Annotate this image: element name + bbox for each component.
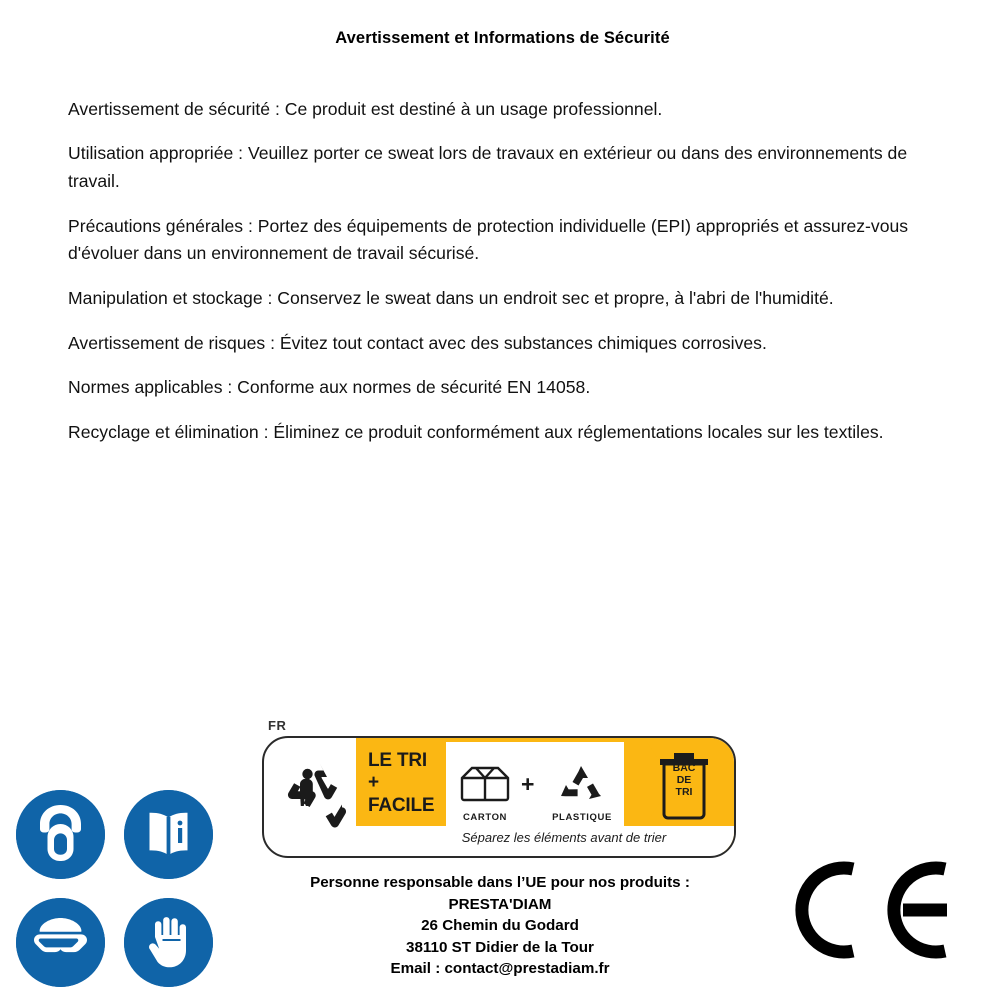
paragraph-general-precautions: Précautions générales : Portez des équipements de protection individuelle (EPI) appropriés et assurez-vous d'évoluer dans un environnement de travail sécurisé. xyxy=(68,215,909,263)
paragraph-safety-warning: Avertissement de sécurité : Ce produit est destiné à un usage professionnel. xyxy=(68,98,663,119)
triman-slogan-line2: + FACILE xyxy=(368,772,435,816)
triman-symbol-icon xyxy=(280,754,352,834)
triman-lang-label: FR xyxy=(268,718,287,733)
page-title: Avertissement et Informations de Sécurité xyxy=(335,29,670,47)
paragraph-applicable-standards: Normes applicables : Conforme aux normes de sécurité EN 14058. xyxy=(68,377,591,398)
bin-label-line2: DE xyxy=(676,773,692,786)
triman-box xyxy=(262,736,736,858)
carton-box-icon xyxy=(456,760,514,808)
responsible-ue: UE xyxy=(525,874,547,891)
read-instructions-icon xyxy=(124,790,213,879)
plastique-label: PLASTIQUE xyxy=(552,812,612,823)
triman-slogan-line1: LE TRI xyxy=(368,750,427,771)
safety-text-block xyxy=(68,78,943,463)
ce-marking-icon xyxy=(795,855,955,965)
pictogram-group xyxy=(14,790,222,990)
paragraph-recycling-disposal: Recyclage et élimination : Éliminez ce produit conformément aux réglementations locales sur les textiles. xyxy=(68,422,884,443)
company-address: 26 Chemin du Godard xyxy=(421,917,579,935)
bin-label xyxy=(662,763,706,798)
company-name: PRESTA'DIAM xyxy=(448,895,552,913)
plastic-recycle-icon xyxy=(552,760,610,808)
carton-label: CARTON xyxy=(462,812,508,823)
paragraph-proper-use: Utilisation appropriée : Veuillez porter ce sweat lors de travaux en extérieur ou dans des environnements de travail. xyxy=(68,143,908,191)
company-email: Email : contact@prestadiam.fr xyxy=(390,960,610,978)
triman-footer-text: Séparez les éléments avant de trier xyxy=(461,830,667,845)
responsible-suffix: pour nos produits : xyxy=(546,874,690,891)
paragraph-handling-storage: Manipulation et stockage : Conservez le sweat dans un endroit sec et propre, à l'abri de l'humidité. xyxy=(68,287,834,308)
company-city: 38110 ST Didier de la Tour xyxy=(406,938,594,956)
ear-protection-icon xyxy=(16,790,105,879)
paragraph-risk-warning: Avertissement de risques : Évitez tout contact avec des substances chimiques corrosives. xyxy=(68,332,767,353)
triman-slogan xyxy=(368,750,444,817)
triman-plus-sign: + xyxy=(521,771,535,797)
responsible-person-heading xyxy=(205,872,795,894)
triman-recycling-banner xyxy=(262,718,734,856)
responsible-person-block xyxy=(205,872,795,980)
bin-label-line1: BAC xyxy=(672,762,696,774)
hand-protection-icon xyxy=(124,898,213,987)
bin-label-line3: TRI xyxy=(675,785,693,798)
eye-protection-icon xyxy=(16,898,105,987)
responsible-prefix: Personne responsable dans l’ xyxy=(310,874,526,891)
